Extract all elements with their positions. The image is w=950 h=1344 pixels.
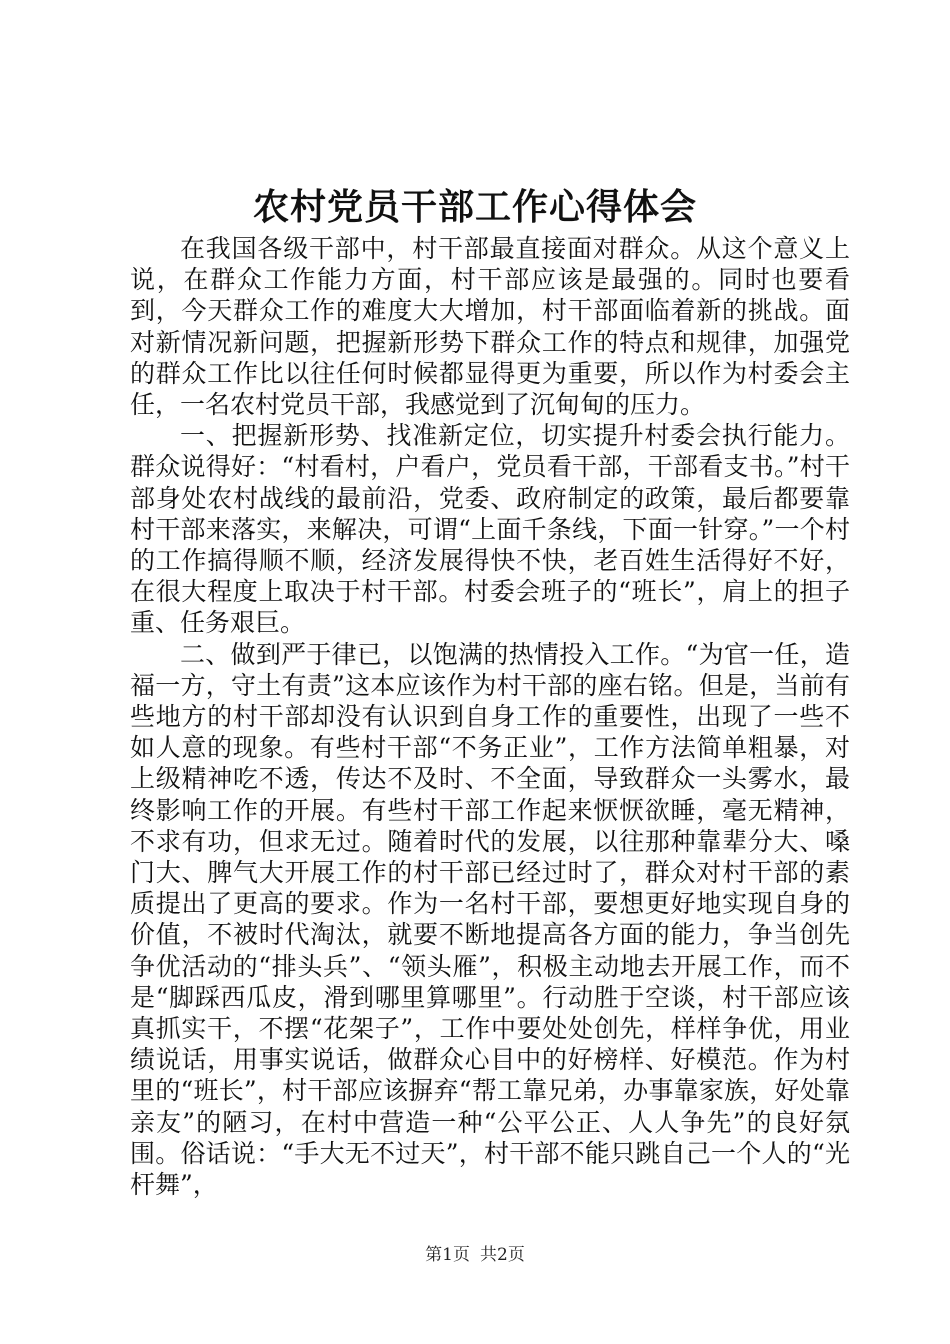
document-body [130,233,850,1200]
paragraph-intro: 在我国各级干部中，村干部最直接面对群众。从这个意义上说，在群众工作能力方面，村干部应该是最强的。同时也要看到，今天群众工作的难度大大增加，村干部面临着新的挑战。面对新情况新问题，把握新形势下群众工作的特点和规律，加强党的群众工作比以往任何时候都显得更为重要，所以作为村委会主任，一名农村党员干部，我感觉到了沉甸甸的压力。 [130,234,850,420]
page-number-current: 第1页 [425,1245,470,1265]
page-title: 农村党员干部工作心得体会 [252,186,697,228]
page-number-total: 共2页 [480,1245,525,1265]
paragraph-section-2: 二、做到严于律已，以饱满的热情投入工作。“为官一任，造福一方，守土有责”这本应该作为村干部的座右铭。但是，当前有些地方的村干部却没有认识到自身工作的重要性，出现了一些不如人意的现象。有些村干部“不务正业”，工作方法简单粗暴，对上级精神吃不透，传达不及时、不全面，导致群众一头雾水，最终影响工作的开展。有些村干部工作起来恹恹欲睡，毫无精神，不求有功，但求无过。随着时代的发展，以往那种靠辈分大、嗓门大、脾气大开展工作的村干部已经过时了，群众对村干部的素质提出了更高的要求。作为一名村干部，要想更好地实现自身的价值，不被时代淘汰，就要不断地提高各方面的能力，争当创先争优活动的“排头兵”、“领头雁”，积极主动地去开展工作，而不是“脚踩西瓜皮，滑到哪里算哪里”。行动胜于空谈，村干部应该真抓实干，不摆“花架子”，工作中要处处创先，样样争优，用业绩说话，用事实说话，做群众心目中的好榜样、好模范。作为村里的“班长”，村干部应该摒弃“帮工靠兄弟，办事靠家族，好处靠亲友”的陋习，在村中营造一种“公平公正、人人争先”的良好氛围。俗话说：“手大无不过天”，村干部不能只跳自己一个人的“光杆舞”， [130,639,850,1200]
page-footer [0,1244,950,1266]
paragraph-section-1: 一、把握新形势、找准新定位，切实提升村委会执行能力。群众说得好：“村看村，户看户，党员看干部，干部看支书。”村干部身处农村战线的最前沿，党委、政府制定的政策，最后都要靠村干部来落实，来解决，可谓“上面千条线，下面一针穿。”一个村的工作搞得顺不顺，经济发展得快不快，老百姓生活得好不好，在很大程度上取决于村干部。村委会班子的“班长”，肩上的担子重、任务艰巨。 [130,421,850,638]
